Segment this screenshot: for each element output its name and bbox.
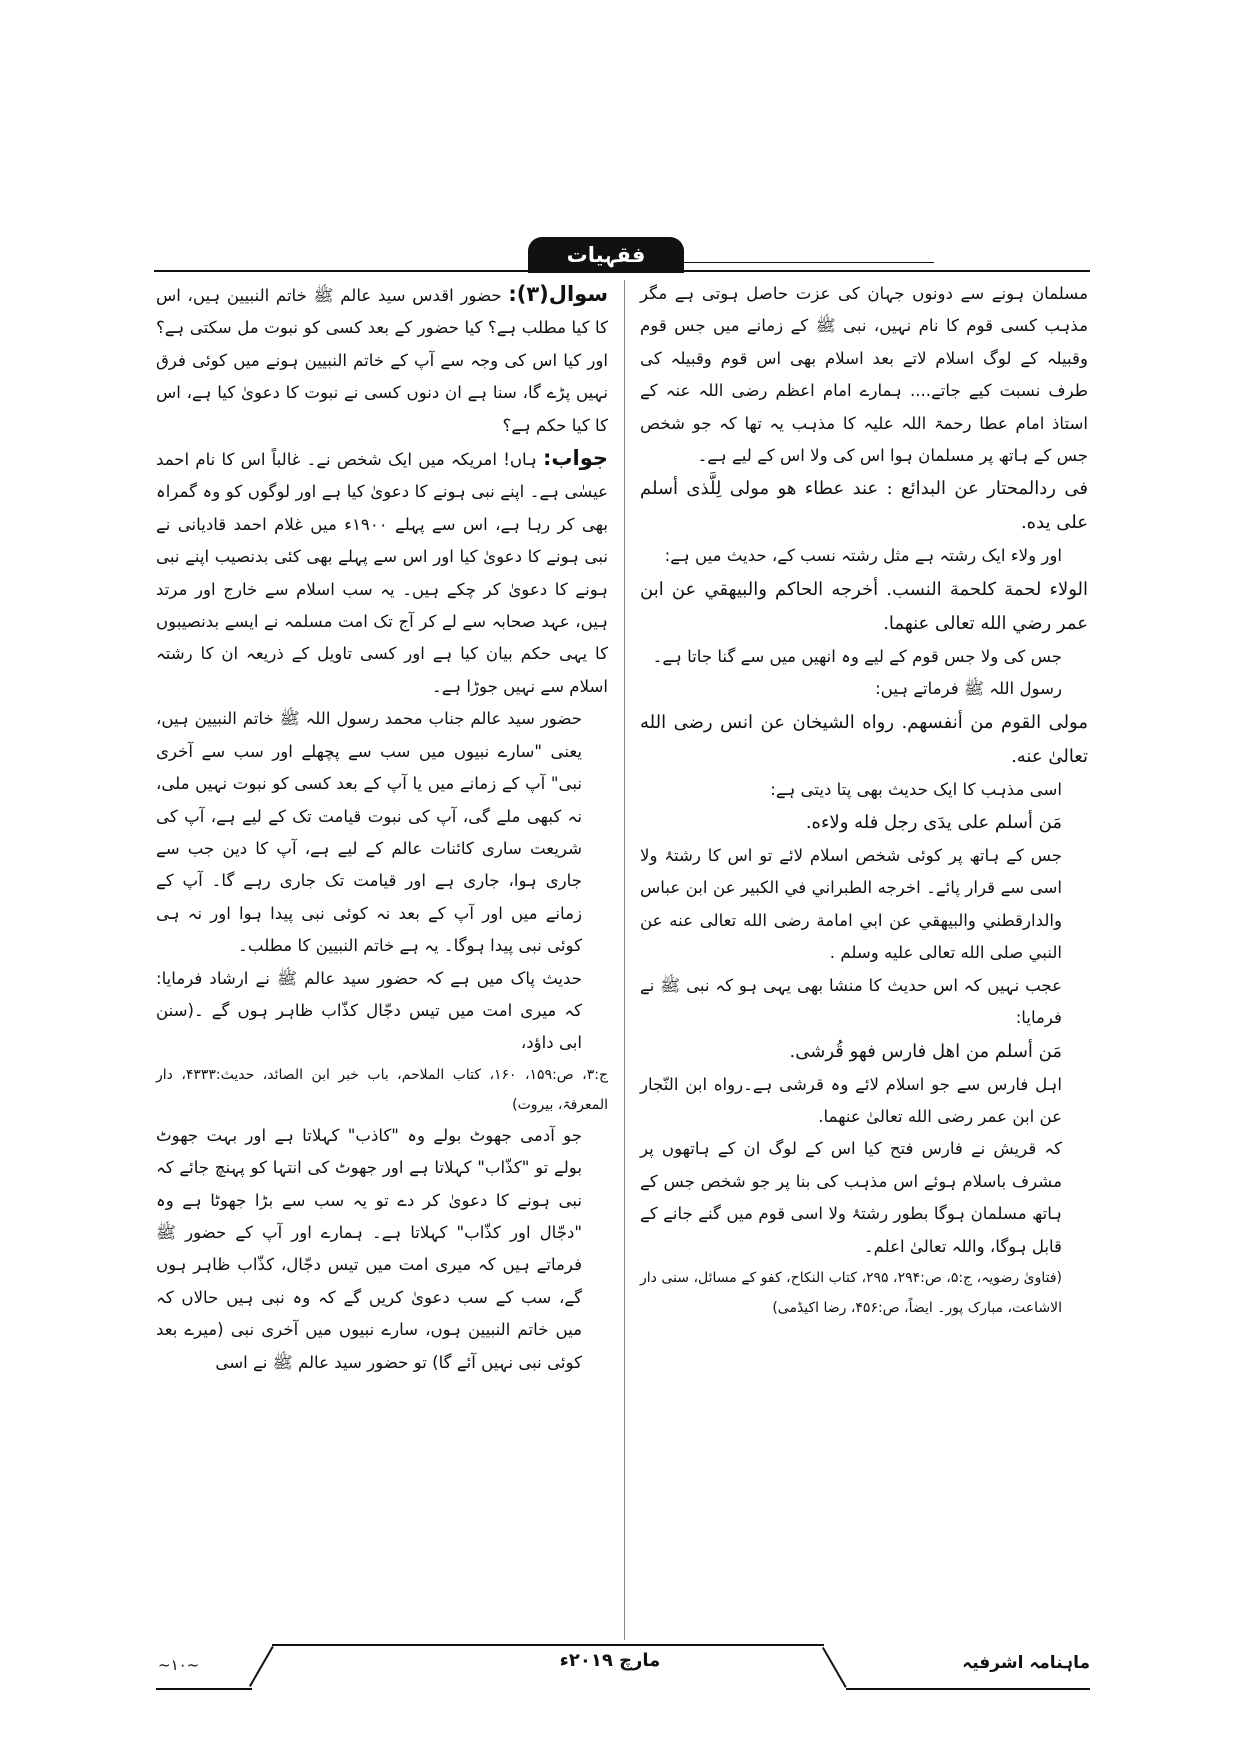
answer-block: [156, 442, 608, 703]
paragraph: حضور سید عالم جناب محمد رسول اللہ ﷺ خاتم النبیین ہیں، یعنی "سارے نبیوں میں سب سے پچھلے اور سب سے آخری نبی" آپ کے زمانے میں یا آپ کے بعد کسی کو نبوت نہیں ملی، نہ کبھی ملے گی، آپ کی نبوت قیامت تک کے لیے ہے، آپ کی شریعت ساری کائنات عالم کے لیے ہے، آپ کا دین جب سے جاری ہوا، جاری ہے اور قیامت تک جاری رہے گا۔ آپ کے زمانے میں اور آپ کے بعد نہ کوئی نبی پیدا ہوا اور نہ ہی کوئی نبی پیدا ہوگا۔ یہ ہے خاتم النبیین کا مطلب۔: [156, 709, 582, 956]
arabic-quote: مولى القوم من أنفسهم. رواه الشيخان عن انس رضى الله تعالىٰ عنه.: [640, 711, 1088, 767]
header-rule-right-thin: [682, 262, 934, 263]
reference-citation: (فتاویٰ رضویہ، ج:۵، ص:۲۹۴، ۲۹۵، کتاب النکاح، کفو کے مسائل، سنی دار الاشاعت، مبارک پور۔ ایضاً، ص:۴۵۶، رضا اکیڈمی): [640, 1269, 1062, 1316]
paragraph: جس کے ہاتھ پر کوئی شخص اسلام لائے تو اس کا رشتۂ ولا اسی سے قرار پائے۔ اخرجه الطبراني في الكبير عن ابن عباس والدارقطني والبيهقي عن ابي امامة رضى الله تعالى عنه عن النبي صلى الله تعالى عليه وسلم .: [640, 846, 1062, 963]
left-column: [156, 278, 608, 1379]
question-block: [156, 278, 608, 442]
magazine-name: ماہنامہ اشرفیہ: [962, 1653, 1090, 1673]
issue-date: مارچ ۲۰۱۹ء: [559, 1650, 661, 1671]
footer-rule-diagonal-right: [822, 1647, 847, 1688]
right-column: [640, 278, 1088, 1323]
paragraph: کہ قریش نے فارس فتح کیا اس کے لوگ ان کے ہاتھوں پر مشرف باسلام ہوئے اس مذہب کی بنا پر جو شخص جس کے ہاتھ مسلمان ہوگا بطور رشتۂ ولا اسی قوم میں گنے جانے کے قابل ہوگا، واللہ تعالیٰ اعلم۔: [640, 1139, 1062, 1256]
paragraph: حدیث پاک میں ہے کہ حضور سید عالم ﷺ نے ارشاد فرمایا: کہ میری امت میں تیس دجّال کذّاب ظاہر ہوں گے ۔(سنن ابی داؤد،: [156, 968, 582, 1053]
paragraph: اہل فارس سے جو اسلام لائے وہ قرشی ہے۔رواه ابن النّجار عن ابن عمر رضى الله تعالىٰ عنهما.: [640, 1074, 1062, 1126]
column-divider: [624, 280, 625, 1640]
paragraph: عجب نہیں کہ اس حدیث کا منشا بھی یہی ہو کہ نبی ﷺ نے فرمایا:: [640, 975, 1062, 1028]
question-label: سوال(۳):: [508, 282, 608, 306]
page-number: ~۱۰~: [158, 1656, 200, 1674]
arabic-quote: مَن أسلم من اهل فارس فهو قُرشى.: [789, 1040, 1062, 1062]
footer-rule-diagonal-left: [249, 1646, 274, 1687]
arabic-quote: فی ردالمحتار عن البدائع : عند عطاء هو مولى لِلَّذى أسلم على يده.: [640, 478, 1088, 534]
paragraph: جو آدمی جھوٹ بولے وہ "کاذب" کہلاتا ہے اور بہت جھوٹ بولے تو "کذّاب" کہلاتا ہے اور جھوٹ کی انتہا کو پہنچ جائے کہ نبی ہونے کا دعویٰ کر دے تو یہ سب سے بڑا جھوٹا ہے وہ "دجّال اور کذّاب" کہلاتا ہے۔ ہمارے اور آپ کے حضور ﷺ فرماتے ہیں کہ میری امت میں تیس دجّال، کذّاب ظاہر ہوں گے، سب کے سب دعویٰ کریں گے کہ وہ نبی ہیں حالاں کہ میں خاتم النبیین ہوں، سارے نبیوں میں آخری نبی (میرے بعد کوئی نبی نہیں آئے گا) تو حضور سید عالم ﷺ نے اسی: [156, 1125, 582, 1372]
arabic-quote: مَن أسلم على يدَى رجل فله ولاءه.: [805, 812, 1062, 834]
section-title: فقہیات: [528, 237, 684, 273]
answer-label: جواب:: [543, 446, 608, 471]
paragraph: اسی مذہب کا ایک حدیث بھی پتا دیتی ہے:: [770, 779, 1062, 799]
header-rule-right: [682, 270, 1090, 272]
paragraph: اور ولاء ایک رشتہ ہے مثل رشتہ نسب کے، حدیث میں ہے:: [664, 546, 1062, 566]
footer-rule-middle: [272, 1644, 824, 1646]
footer-rule-right: [846, 1688, 1090, 1690]
paragraph: رسول اللہ ﷺ فرماتے ہیں:: [875, 679, 1062, 699]
arabic-quote: الولاء لحمة كلحمة النسب. أخرجه الحاكم والبيهقي عن ابن عمر رضي الله تعالى عنهما.: [640, 578, 1088, 634]
footer-rule-left: [156, 1688, 252, 1690]
paragraph: جس کی ولا جس قوم کے لیے وہ انھیں میں سے گنا جاتا ہے۔: [652, 646, 1062, 666]
answer-text: ہاں! امریکہ میں ایک شخص نے۔ غالباً اس کا نام احمد عیسٰی ہے۔ اپنے نبی ہونے کا دعویٰ کیا ہے اور لوگوں کو وہ گمراہ بھی کر رہا ہے، اس سے پہلے ۱۹۰۰ء میں غلام احمد قادیانی نے نبی ہونے کا دعویٰ کیا اور اس سے پہلے بھی کئی بدنصیب اپنے نبی ہونے کا دعویٰ کر چکے ہیں۔ یہ سب اسلام سے خارج اور مرتد ہیں، عہد صحابہ سے لے کر آج تک امت مسلمہ نے ایسے بدنصیبوں کا یہی حکم بیان کیا ہے اور کسی تاویل کے ذریعہ ان کا رشتہ اسلام سے نہیں جوڑا ہے۔: [156, 450, 608, 696]
header-rule-left: [154, 270, 530, 272]
reference-citation: ج:۳، ص:۱۵۹، ۱۶۰، کتاب الملاحم، باب خبر ابن الصائد، حدیث:۴۳۳۳، دار المعرفۃ، بیروت): [156, 1066, 608, 1113]
paragraph: مسلمان ہونے سے دونوں جہان کی عزت حاصل ہوتی ہے مگر مذہب کسی قوم کا نام نہیں، نبی ﷺ کے زمانے میں جس قوم وقبیلہ کے لوگ اسلام لاتے بعد اسلام بھی اس قوم وقبیلہ کی طرف نسبت کیے جاتے.... ہمارے امام اعظم رضی اللہ عنہ کے استاذ امام عطا رحمۃ اللہ علیہ کا مذہب یہ تھا کہ جو شخص جس کے ہاتھ پر مسلمان ہوا اس کی ولا اس کے لیے ہے۔: [640, 284, 1088, 466]
question-text: حضور اقدس سید عالم ﷺ خاتم النبیین ہیں، اس کا کیا مطلب ہے؟ کیا حضور کے بعد کسی کو نبوت مل سکتی ہے؟ اور کیا اس کی وجہ سے آپ کے خاتم النبیین ہونے میں کوئی فرق نہیں پڑے گا، سنا ہے ان دنوں کسی نے نبوت کا دعویٰ کیا ہے، اس کا کیا حکم ہے؟: [156, 286, 608, 435]
